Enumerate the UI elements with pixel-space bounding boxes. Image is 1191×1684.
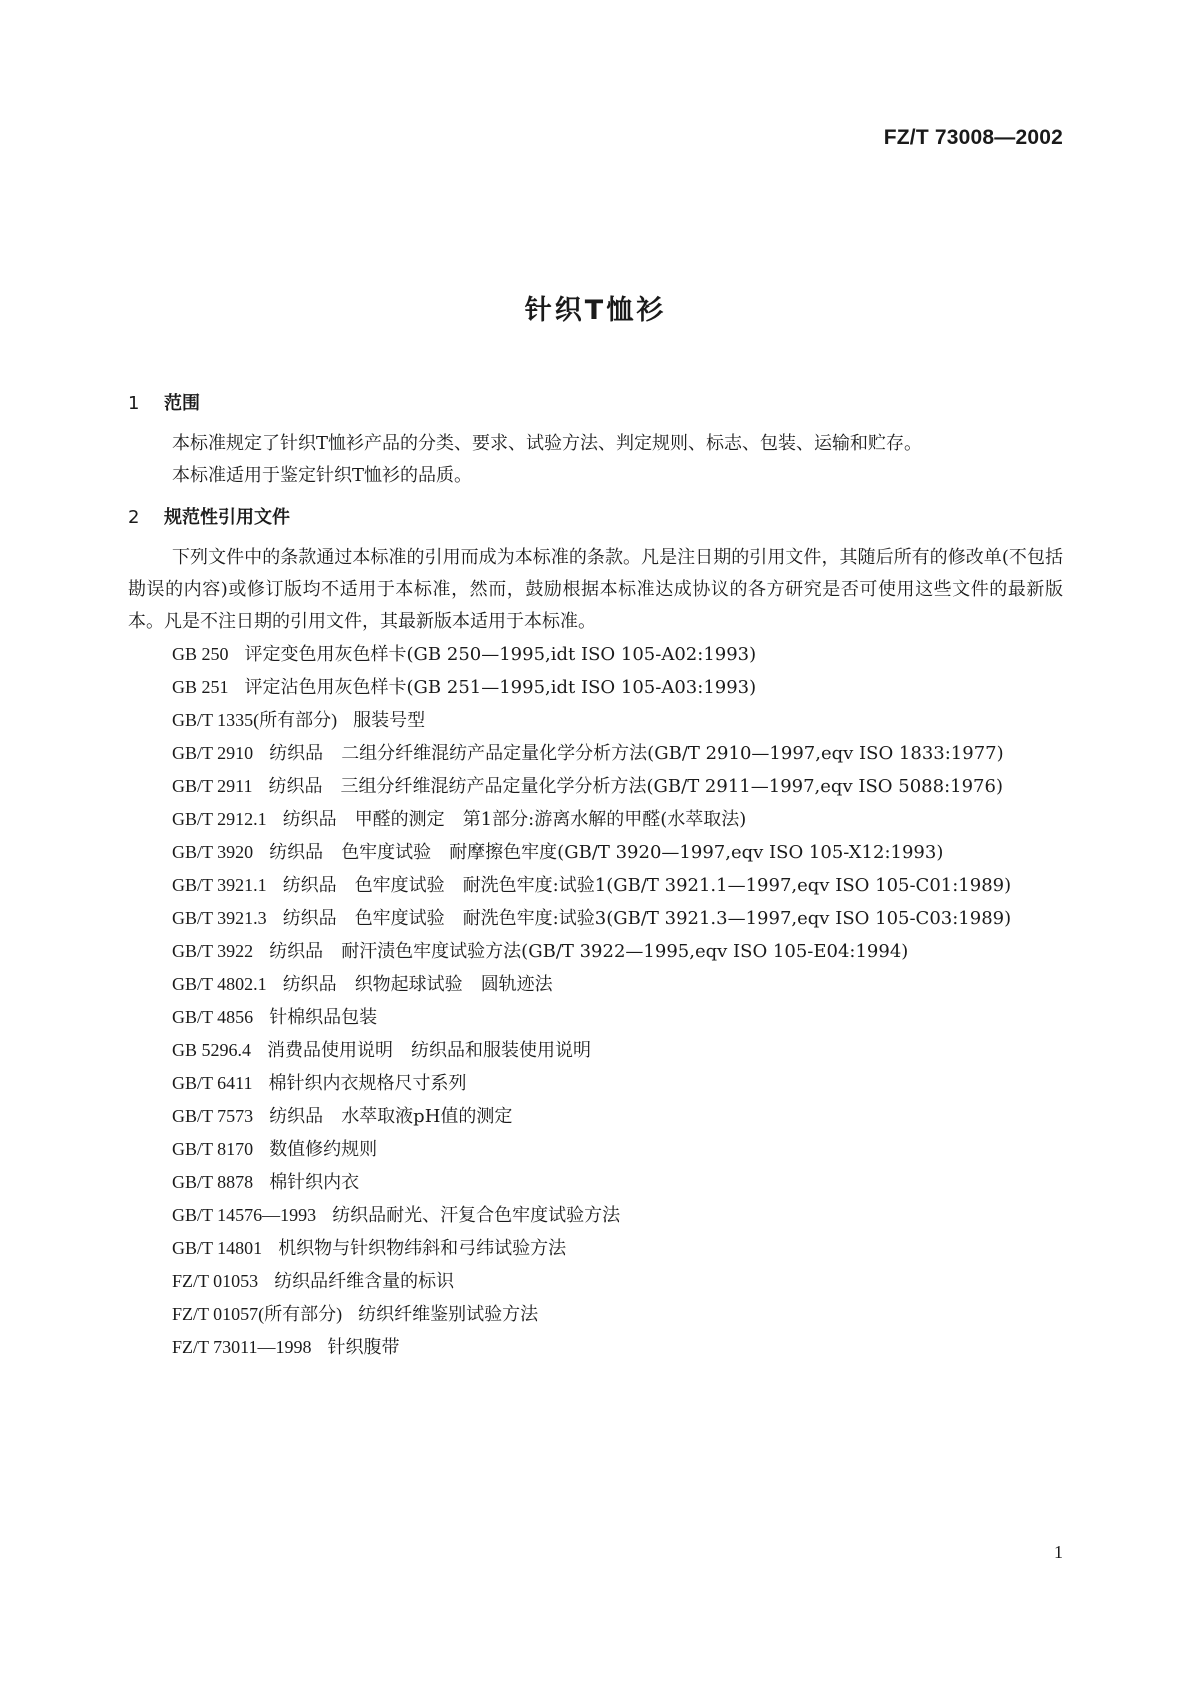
reference-title-part: 针棉织品包装 [269, 1007, 378, 1028]
reference-entry [128, 968, 1063, 1001]
reference-title-part: 评定变色用灰色样卡(GB 250—1995,idt ISO 105-A02:1993) [244, 644, 757, 665]
reference-entry [128, 1100, 1063, 1133]
reference-title-part: 评定沾色用灰色样卡(GB 251—1995,idt ISO 105-A03:1993) [244, 677, 757, 698]
reference-title-part: 色牢度试验 [341, 842, 432, 863]
reference-title-part: 棉针织内衣规格尺寸系列 [268, 1073, 467, 1094]
reference-entry [128, 671, 1063, 704]
reference-code: GB/T 3921.3 [172, 908, 267, 928]
reference-entry [128, 1298, 1063, 1331]
reference-title-part: 耐摩擦色牢度(GB/T 3920—1997,eqv ISO 105-X12:1993) [449, 842, 944, 863]
reference-entry [128, 1232, 1063, 1265]
reference-code: GB/T 3920 [172, 842, 254, 862]
reference-title-part: 圆轨迹法 [480, 974, 553, 995]
reference-entry [128, 638, 1063, 671]
reference-code: GB/T 14576—1993 [172, 1205, 317, 1225]
reference-code: GB/T 8878 [172, 1172, 254, 1192]
reference-title-part: 色牢度试验 [354, 908, 445, 929]
reference-title-part: 耐汗渍色牢度试验方法(GB/T 3922—1995,eqv ISO 105-E04:1994) [341, 941, 909, 962]
reference-code: GB/T 6411 [172, 1073, 253, 1093]
reference-title-part: 纺织品 [282, 908, 337, 929]
reference-code: GB/T 4802.1 [172, 974, 267, 994]
reference-entry [128, 1067, 1063, 1100]
reference-code: FZ/T 01057(所有部分) [172, 1304, 343, 1324]
reference-title-part: 纺织品 [282, 974, 337, 995]
reference-title-part: 纺织品 [268, 776, 323, 797]
reference-code: GB/T 7573 [172, 1106, 254, 1126]
reference-code: GB/T 2912.1 [172, 809, 267, 829]
reference-entry [128, 770, 1063, 803]
reference-title-part: 纺织品 [282, 809, 337, 830]
reference-title-part: 耐洗色牢度:试验1(GB/T 3921.1—1997,eqv ISO 105-C01:1989) [462, 875, 1012, 896]
reference-entry [128, 935, 1063, 968]
reference-title-part: 数值修约规则 [269, 1139, 378, 1160]
reference-title-part: 棉针织内衣 [269, 1172, 360, 1193]
reference-code: GB/T 3921.1 [172, 875, 267, 895]
scope-paragraph: 本标准适用于鉴定针织T恤衫的品质。 [172, 465, 473, 486]
scope-paragraph: 本标准规定了针织T恤衫产品的分类、要求、试验方法、判定规则、标志、包装、运输和贮存。 [172, 433, 923, 454]
reference-title-part: 二组分纤维混纺产品定量化学分析方法(GB/T 2910—1997,eqv ISO 1833:1977) [341, 743, 1004, 764]
reference-code: GB/T 2911 [172, 776, 253, 796]
reference-title-part: 三组分纤维混纺产品定量化学分析方法(GB/T 2911—1997,eqv ISO 5088:1976) [340, 776, 1003, 797]
reference-entry [128, 1001, 1063, 1034]
reference-title-part: 纺织品耐光、汗复合色牢度试验方法 [332, 1205, 621, 1226]
reference-title-part: 纺织品 [269, 941, 324, 962]
reference-entry [128, 704, 1063, 737]
reference-title-part: 水萃取液pH值的测定 [341, 1106, 513, 1127]
reference-title-part: 纺织品 [269, 743, 324, 764]
reference-entry [128, 1265, 1063, 1298]
reference-title-part: 消费品使用说明 [267, 1040, 394, 1061]
section-number: 2 [128, 507, 140, 528]
reference-entry [128, 737, 1063, 770]
reference-title-part: 纺织品纤维含量的标识 [274, 1271, 455, 1292]
reference-code: GB/T 2910 [172, 743, 254, 763]
reference-code: GB/T 3922 [172, 941, 254, 961]
reference-entry [128, 902, 1063, 935]
reference-entry [128, 803, 1063, 836]
reference-title-part: 纺织品 [269, 1106, 324, 1127]
standard-code: FZ/T 73008—2002 [883, 126, 1063, 149]
section-title: 范围 [164, 393, 200, 414]
section-title: 规范性引用文件 [164, 507, 290, 528]
reference-code: GB 5296.4 [172, 1040, 252, 1060]
reference-entry [128, 1199, 1063, 1232]
reference-title-part: 针织腹带 [327, 1337, 400, 1358]
reference-code: GB/T 4856 [172, 1007, 254, 1027]
reference-title-part: 织物起球试验 [354, 974, 463, 995]
document-title: 针织T恤衫 [524, 295, 667, 326]
section-number: 1 [128, 393, 140, 414]
reference-code: GB 251 [172, 677, 229, 697]
page-number: 1 [1054, 1542, 1063, 1562]
section-heading-normative-references [128, 502, 1063, 534]
reference-code: GB 250 [172, 644, 229, 664]
reference-title-part: 纺织品 [282, 875, 337, 896]
reference-code: FZ/T 73011—1998 [172, 1337, 312, 1357]
reference-title-part: 色牢度试验 [354, 875, 445, 896]
reference-title-part: 纺织品和服装使用说明 [411, 1040, 592, 1061]
reference-list [128, 638, 1063, 1364]
reference-entry [128, 1331, 1063, 1364]
reference-code: GB/T 8170 [172, 1139, 254, 1159]
reference-title-part: 服装号型 [353, 710, 426, 731]
reference-code: GB/T 1335(所有部分) [172, 710, 338, 730]
reference-entry [128, 1034, 1063, 1067]
reference-title-part: 纺织品 [269, 842, 324, 863]
reference-title-part: 第1部分:游离水解的甲醛(水萃取法) [462, 809, 747, 830]
references-intro-paragraph: 下列文件中的条款通过本标准的引用而成为本标准的条款。凡是注日期的引用文件，其随后所有的修改单(不包括勘误的内容)或修订版均不适用于本标准，然而，鼓励根据本标准达成协议的各方研究是否可使用这些文件的最新版本。凡是不注日期的引用文件，其最新版本适用于本标准。 [128, 547, 1063, 632]
reference-entry [128, 1133, 1063, 1166]
reference-entry [128, 869, 1063, 902]
reference-code: GB/T 14801 [172, 1238, 263, 1258]
reference-code: FZ/T 01053 [172, 1271, 259, 1291]
reference-title-part: 甲醛的测定 [354, 809, 445, 830]
document-body [128, 388, 1063, 1364]
section-heading-scope [128, 388, 1063, 420]
reference-entry [128, 1166, 1063, 1199]
reference-title-part: 耐洗色牢度:试验3(GB/T 3921.3—1997,eqv ISO 105-C03:1989) [462, 908, 1012, 929]
reference-title-part: 机织物与针织物纬斜和弓纬试验方法 [278, 1238, 567, 1259]
reference-entry [128, 836, 1063, 869]
reference-title-part: 纺织纤维鉴别试验方法 [358, 1304, 539, 1325]
